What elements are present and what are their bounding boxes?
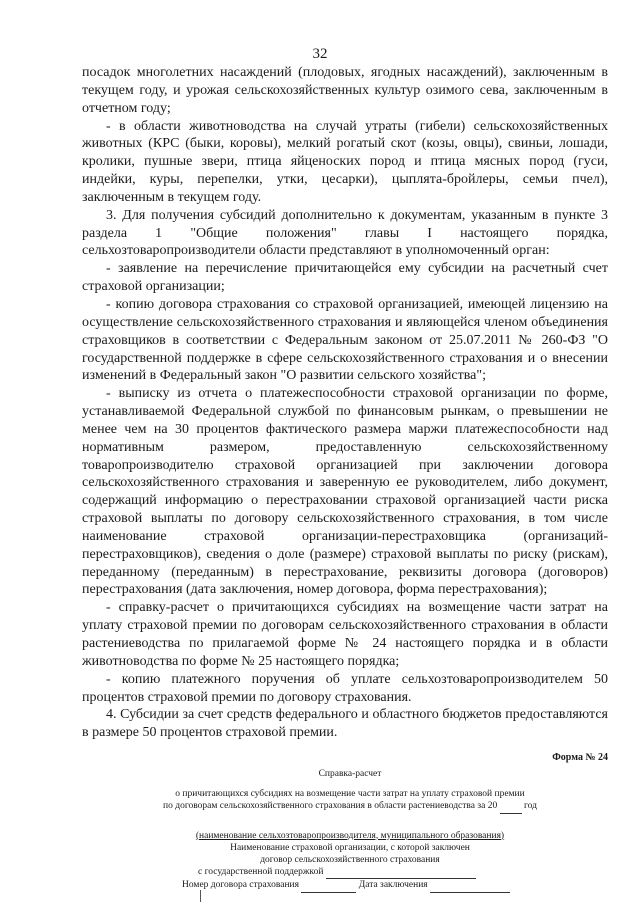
form-number-label: Форма № 24: [552, 752, 608, 763]
paragraph-continuation: посадок многолетних насаждений (плодовых, ягодных насаждений), заключенным в текущем году, и урожая сельскохозяйственных культур озимого сева, заключенным в отчетном году;: [82, 65, 608, 116]
contract-number-field[interactable]: [301, 879, 356, 892]
contract-row: [120, 879, 580, 892]
contract-date-label: Дата заключения: [358, 880, 428, 891]
insurer-caption-line-1: Наименование страховой организации, с которой заключен: [230, 842, 470, 853]
form-title: Справка-расчет: [318, 769, 382, 779]
contract-date-field[interactable]: [430, 879, 510, 892]
paragraph-item-4: 4. Субсидии за счет средств федерального и областного бюджетов предоставляются в размере 50 процентов страховой премии.: [82, 707, 608, 741]
paragraph-payment-order: - копию платежного поручения об уплате сельхозтоваропроизводителем 50 процентов страховой премии по договору страхования.: [82, 671, 608, 705]
support-row: [120, 866, 580, 879]
year-suffix: год: [523, 801, 537, 812]
paragraph-livestock: - в области животноводства на случай утраты (гибели) сельскохозяйственных животных (КРС (быки, коровы), мелкий рогатый скот (козы, овцы), свиньи, лошади, кролики, пушные звери, птица яйценоских пород и птица мясных пород (гуси, индейки, куры, перепелки, утки, цесарки), цыплята-бройлеры, семьи пчел), заключенным в текущем году.: [82, 118, 608, 205]
form-header: [120, 768, 580, 893]
insurer-name-field[interactable]: [326, 866, 476, 879]
producer-name-caption: (наименование сельхозтоваропроизводителя, муниципального образования): [195, 830, 505, 841]
insurer-caption-line-2: договор сельскохозяйственного страхования: [260, 855, 440, 866]
contract-number-label: Номер договора страхования: [182, 880, 299, 891]
year-field[interactable]: [500, 800, 522, 813]
form-subtitle-line-1: о причитающихся субсидиях на возмещение части затрат на уплату страховой премии: [175, 789, 525, 800]
support-label: с государственной поддержкой: [198, 867, 324, 878]
paragraph-solvency-extract: - выписку из отчета о платежеспособности страховой организации по форме, устанавливаемой Федеральной службой по финансовым рынкам, о превышении не менее чем на 30 процентов фактического размера маржи платежеспособности над нормативным размером, предоставленную сельскохозяйственному товаропроизводителю страховой организацией при заключении договора сельскохозяйственного страхования и заверенную ее руководителем, либо документ, содержащий информацию о перестраховании страховой организацией части риска страховой выплаты по договору сельскохозяйственного страхования, в том числе наименование страховой организации-перестраховщика (организаций-перестраховщиков), сведения о доле (размере) страховой выплаты по риску (рискам), переданному (переданным) в перестрахование, реквизиты договора (договоров) перестрахования (дата заключения, номер договора, форма перестрахования);: [82, 386, 608, 598]
margin-mark: [200, 890, 201, 902]
paragraph-contract-copy: - копию договора страхования со страховой организацией, имеющей лицензию на осуществление сельскохозяйственного страхования и являющейся членом объединения страховщиков в соответствии с Федеральным законом от 25.07.2011 № 260-ФЗ "О государственной поддержке в сфере сельскохозяйственного страхования и о внесении изменений в Федеральный закон "О развитии сельского хозяйства";: [82, 296, 608, 384]
document-body: [82, 64, 608, 742]
paragraph-application: - заявление на перечисление причитающейся ему субсидии на расчетный счет страховой организации;: [82, 261, 608, 295]
paragraph-calculation-certificate: - справку-расчет о причитающихся субсидиях на возмещение части затрат на уплату страховой премии по договорам сельскохозяйственного страхования в области растениеводства по прилагаемой форме № 24 настоящего порядка и в области животноводства по форме № 25 настоящего порядка;: [82, 600, 608, 669]
page-number: 32: [312, 46, 328, 62]
paragraph-item-3: 3. Для получения субсидий дополнительно к документам, указанным в пункте 3 раздела 1 "Общие положения" главы I настоящего порядка, сельхозтоваропроизводители области представляют в уполномоченный орган:: [82, 207, 608, 259]
form-subtitle-text: по договорам сельскохозяйственного страхования в области растениеводства за 20: [163, 801, 498, 812]
form-subtitle-line-2: [120, 800, 580, 813]
